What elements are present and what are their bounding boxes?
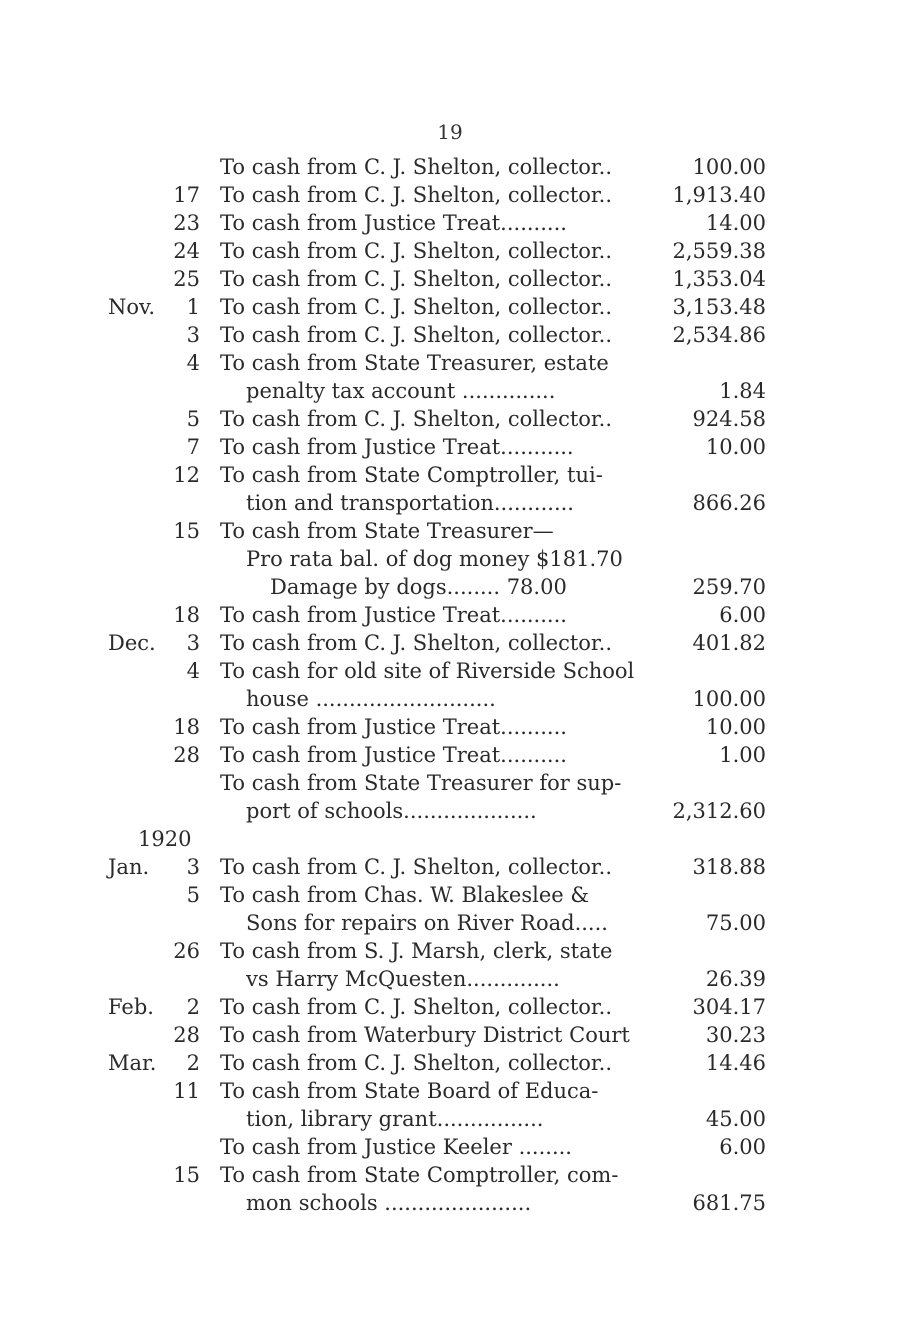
- entry-amount: 14.00: [705, 211, 766, 235]
- page-number: 19: [437, 120, 463, 144]
- entry-day: 5: [186, 407, 200, 431]
- year-row: [108, 825, 780, 853]
- ledger-line: [108, 741, 780, 769]
- ledger-line: [108, 909, 780, 937]
- ledger-line: [108, 321, 780, 349]
- entry-day: 15: [173, 519, 200, 543]
- entry-day: 5: [186, 883, 200, 907]
- entry-amount: 100.00: [692, 687, 766, 711]
- entry-amount: 866.26: [692, 491, 766, 515]
- entry-description: tion and transportation............: [246, 491, 574, 515]
- ledger-line: [108, 405, 780, 433]
- entry-description: To cash from Justice Keeler ........: [220, 1135, 572, 1159]
- ledger-line: [108, 657, 780, 685]
- entry-description: tion, library grant................: [246, 1107, 544, 1131]
- entry-description: To cash from Chas. W. Blakeslee &: [220, 883, 590, 907]
- entry-amount: 318.88: [692, 855, 766, 879]
- entry-description: To cash from C. J. Shelton, collector..: [220, 995, 613, 1019]
- ledger-line: [108, 349, 780, 377]
- entry-description: vs Harry McQuesten..............: [246, 967, 560, 991]
- ledger-line: [108, 293, 780, 321]
- entry-description: To cash from C. J. Shelton, collector..: [220, 323, 613, 347]
- entry-day: 3: [186, 631, 200, 655]
- entry-amount: 924.58: [692, 407, 766, 431]
- entry-description: To cash from C. J. Shelton, collector..: [220, 295, 613, 319]
- ledger-line: [108, 1049, 780, 1077]
- entry-description: To cash from S. J. Marsh, clerk, state: [220, 939, 613, 963]
- entry-description: Pro rata bal. of dog money $181.70: [246, 547, 623, 571]
- entry-month: Dec.: [108, 631, 156, 655]
- entry-description: mon schools ......................: [246, 1191, 532, 1215]
- entry-amount: 401.82: [692, 631, 766, 655]
- ledger-line: [108, 1161, 780, 1189]
- entry-day: 3: [186, 855, 200, 879]
- entry-description: To cash from C. J. Shelton, collector..: [220, 183, 613, 207]
- entry-day: 28: [173, 1023, 200, 1047]
- entry-amount: 100.00: [692, 155, 766, 179]
- ledger-line: [108, 1105, 780, 1133]
- entry-description: To cash from Justice Treat..........: [220, 603, 567, 627]
- entry-day: 18: [173, 603, 200, 627]
- entry-description: To cash from Justice Treat..........: [220, 715, 567, 739]
- ledger-line: [108, 993, 780, 1021]
- entry-description: To cash for old site of Riverside School: [220, 659, 635, 683]
- entry-description: To cash from State Board of Educa-: [220, 1079, 599, 1103]
- ledger-line: [108, 209, 780, 237]
- entry-day: 18: [173, 715, 200, 739]
- ledger-line: [108, 1189, 780, 1217]
- entry-amount: 6.00: [719, 1135, 766, 1159]
- entry-description: To cash from C. J. Shelton, collector..: [220, 855, 613, 879]
- ledger-line: [108, 601, 780, 629]
- entry-day: 17: [173, 183, 200, 207]
- entry-month: Feb.: [108, 995, 154, 1019]
- entry-day: 7: [186, 435, 200, 459]
- entry-description: To cash from Justice Treat...........: [220, 435, 574, 459]
- entry-day: 4: [186, 351, 200, 375]
- ledger-line: [108, 769, 780, 797]
- ledger-line: [108, 1133, 780, 1161]
- entry-description: To cash from Waterbury District Court: [220, 1023, 630, 1047]
- entry-day: 11: [173, 1079, 200, 1103]
- ledger-line: [108, 685, 780, 713]
- entry-month: Jan.: [108, 855, 150, 879]
- entry-amount: 10.00: [705, 715, 766, 739]
- entry-description: To cash from C. J. Shelton, collector..: [220, 267, 613, 291]
- ledger: [108, 153, 780, 1217]
- entry-day: 12: [173, 463, 200, 487]
- entry-day: 15: [173, 1163, 200, 1187]
- entry-amount: 1,353.04: [672, 267, 766, 291]
- entry-amount: 259.70: [692, 575, 766, 599]
- ledger-line: [108, 573, 780, 601]
- entry-amount: 2,312.60: [672, 799, 766, 823]
- entry-amount: 6.00: [719, 603, 766, 627]
- entry-description: To cash from Justice Treat..........: [220, 743, 567, 767]
- entry-description: To cash from State Comptroller, com-: [220, 1163, 619, 1187]
- entry-description: penalty tax account ..............: [246, 379, 556, 403]
- entry-amount: 45.00: [705, 1107, 766, 1131]
- entry-day: 1: [186, 295, 200, 319]
- ledger-line: [108, 237, 780, 265]
- entry-day: 28: [173, 743, 200, 767]
- entry-day: 25: [173, 267, 200, 291]
- entry-description: To cash from C. J. Shelton, collector..: [220, 407, 613, 431]
- entry-amount: 14.46: [705, 1051, 766, 1075]
- entry-amount: 1.00: [719, 743, 766, 767]
- ledger-line: [108, 153, 780, 181]
- entry-day: 2: [186, 995, 200, 1019]
- entry-description: To cash from C. J. Shelton, collector..: [220, 1051, 613, 1075]
- entry-description: port of schools....................: [246, 799, 537, 823]
- ledger-line: [108, 489, 780, 517]
- entry-amount: 2,534.86: [672, 323, 766, 347]
- entry-description: house ...........................: [246, 687, 496, 711]
- ledger-line: [108, 965, 780, 993]
- entry-day: 23: [173, 211, 200, 235]
- entry-day: 3: [186, 323, 200, 347]
- ledger-line: [108, 461, 780, 489]
- entry-month: Mar.: [108, 1051, 157, 1075]
- ledger-line: [108, 377, 780, 405]
- ledger-line: [108, 517, 780, 545]
- ledger-line: [108, 1021, 780, 1049]
- ledger-line: [108, 1077, 780, 1105]
- ledger-line: [108, 265, 780, 293]
- ledger-line: [108, 181, 780, 209]
- entry-description: To cash from Justice Treat..........: [220, 211, 567, 235]
- entry-description: To cash from C. J. Shelton, collector..: [220, 155, 613, 179]
- entry-amount: 26.39: [705, 967, 766, 991]
- entry-description: To cash from C. J. Shelton, collector..: [220, 631, 613, 655]
- ledger-line: [108, 713, 780, 741]
- entry-description: Damage by dogs........ 78.00: [270, 575, 567, 599]
- year-label: 1920: [138, 827, 192, 851]
- entry-day: 2: [186, 1051, 200, 1075]
- ledger-line: [108, 797, 780, 825]
- entry-month: Nov.: [108, 295, 156, 319]
- entry-day: 24: [173, 239, 200, 263]
- entry-amount: 304.17: [692, 995, 766, 1019]
- entry-description: To cash from State Treasurer, estate: [220, 351, 609, 375]
- entry-amount: 30.23: [705, 1023, 766, 1047]
- entry-amount: 10.00: [705, 435, 766, 459]
- entry-amount: 75.00: [705, 911, 766, 935]
- entry-amount: 2,559.38: [672, 239, 766, 263]
- ledger-line: [108, 545, 780, 573]
- entry-amount: 681.75: [692, 1191, 766, 1215]
- ledger-line: [108, 629, 780, 657]
- entry-amount: 1.84: [719, 379, 766, 403]
- ledger-line: [108, 433, 780, 461]
- ledger-line: [108, 937, 780, 965]
- entry-description: Sons for repairs on River Road.....: [246, 911, 608, 935]
- ledger-line: [108, 881, 780, 909]
- entry-day: 4: [186, 659, 200, 683]
- entry-description: To cash from State Treasurer—: [220, 519, 554, 543]
- entry-amount: 3,153.48: [672, 295, 766, 319]
- entry-description: To cash from State Comptroller, tui-: [220, 463, 603, 487]
- entry-amount: 1,913.40: [672, 183, 766, 207]
- entry-description: To cash from C. J. Shelton, collector..: [220, 239, 613, 263]
- ledger-line: [108, 853, 780, 881]
- entry-day: 26: [173, 939, 200, 963]
- entry-description: To cash from State Treasurer for sup-: [220, 771, 622, 795]
